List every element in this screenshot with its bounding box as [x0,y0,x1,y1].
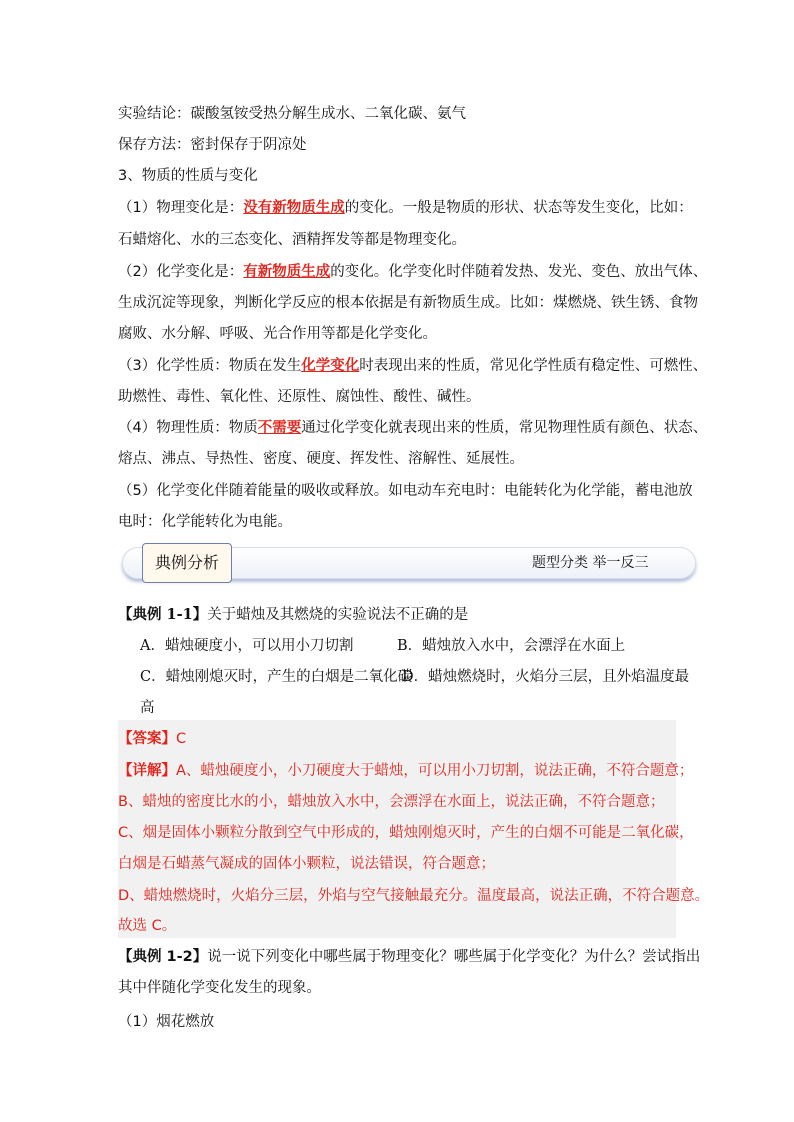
section-heading: 3、物质的性质与变化 [118,168,258,184]
p2-line3: 腐败、水分解、呼吸、光合作用等都是化学变化。 [118,326,437,342]
p1-keyword: 没有新物质生成 [243,200,345,216]
example-1-1-label: 【典例 1-1】 [118,606,208,623]
example-1-1-question: 关于蜡烛及其燃烧的实验说法不正确的是 [207,607,469,623]
p3-line2: 助燃性、毒性、氧化性、还原性、腐蚀性、酸性、碱性。 [118,389,481,405]
banner-tag: 典例分析 [142,543,232,583]
section-banner [122,543,698,585]
example-1-2-line2: 其中伴随化学变化发生的现象。 [118,980,321,996]
p2-line2: 生成沉淀等现象，判断化学反应的根本依据是有新物质生成。比如：煤燃烧、铁生锈、食物 [118,295,698,311]
detail-d: D、蜡烛燃烧时，火焰分三层，外焰与空气接触最充分。温度最高，说法正确，不符合题意。 [118,888,710,904]
paragraph-chemical-property [118,354,707,375]
example-1-2 [118,945,700,966]
p1-rest: 的变化。一般是物质的形状、状态等发生变化，比如： [344,200,693,216]
answer-label: 【答案】 [118,731,176,747]
p3-keyword: 化学变化 [301,358,360,374]
detail-label: 【详解】 [118,763,176,779]
p5-line2: 电时：化学能转化为电能。 [118,514,292,530]
p1-prefix: （1）物理变化是： [118,200,244,216]
detail-c-cont: 白烟是石蜡蒸气凝成的固体小颗粒，说法错误，符合题意； [118,856,495,872]
p2-prefix: （2）化学变化是： [118,264,244,280]
example-1-2-question: 说一说下列变化中哪些属于物理变化？哪些属于化学变化？为什么？尝试指出 [207,949,701,965]
paragraph-physical-property [118,416,707,437]
answer-value: C [176,731,187,747]
option-b: B．蜡烛放入水中，会漂浮在水面上 [397,638,626,654]
p3-rest: 时表现出来的性质，常见化学性质有稳定性、可燃性、 [359,358,708,374]
detail-c: C、烟是固体小颗粒分散到空气中形成的，蜡烛刚熄灭时，产生的白烟不可能是二氧化碳， [118,825,694,841]
option-c: C．蜡烛刚熄灭时，产生的白烟是二氧化碳 [140,669,413,685]
p1-line2: 石蜡熔化、水的三态变化、酒精挥发等都是物理变化。 [118,232,466,248]
option-d-cont: 高 [140,700,155,716]
paragraph-energy: （5）化学变化伴随着能量的吸收或释放。如电动车充电时：电能转化为化学能，蓄电池放 [118,483,693,499]
banner-subtitle: 题型分类 举一反三 [532,555,649,571]
detail-conclusion: 故选 C。 [118,918,177,934]
p4-keyword: 不需要 [257,420,302,436]
option-d: D．蜡烛燃烧时，火焰分三层，且外焰温度最 [402,669,690,685]
experiment-conclusion: 实验结论：碳酸氢铵受热分解生成水、二氧化碳、氨气 [118,106,466,122]
option-a: A．蜡烛硬度小，可以用小刀切割 [140,638,354,654]
example-1-2-item1: （1）烟花燃放 [118,1014,215,1030]
detail-a: A、蜡烛硬度小，小刀硬度大于蜡烛，可以用小刀切割，说法正确，不符合题意； [176,763,694,779]
p2-rest: 的变化。化学变化时伴随着发热、发光、变色、放出气体、 [330,264,708,280]
storage-method: 保存方法：密封保存于阴凉处 [118,137,307,153]
p2-keyword: 有新物质生成 [243,264,331,280]
detail-line-1 [118,759,693,780]
p4-line2: 熔点、沸点、导热性、密度、硬度、挥发性、溶解性、延展性。 [118,451,524,467]
answer-line [118,727,186,748]
example-1-1 [118,603,468,624]
example-1-2-label: 【典例 1-2】 [118,949,208,965]
detail-b: B、蜡烛的密度比水的小，蜡烛放入水中，会漂浮在水面上，说法正确，不符合题意； [118,794,665,810]
p3-prefix: （3）化学性质：物质在发生 [118,358,302,374]
p4-rest: 通过化学变化就表现出来的性质，常见物理性质有颜色、状态、 [301,420,708,436]
paragraph-chemical-change [118,260,707,281]
paragraph-physical-change [118,196,693,217]
p4-prefix: （4）物理性质：物质 [118,420,258,436]
